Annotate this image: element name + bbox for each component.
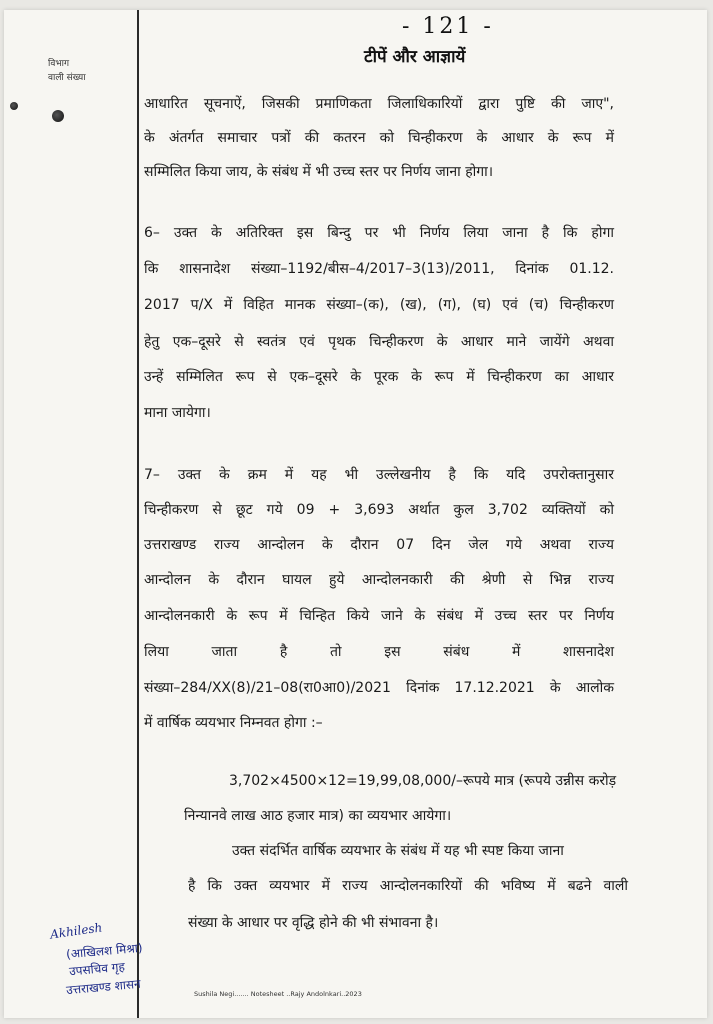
body-line: के अंतर्गत समाचार पत्रों की कतरन को चिन्हीकरण के आधार के रूप में	[144, 130, 614, 146]
signatory-name: (आखिलश मिश्रा)	[65, 940, 144, 962]
body-line: उत्तराखण्ड राज्य आन्दोलन के दौरान 07 दिन जेल गये अथवा राज्य	[144, 537, 614, 553]
signature: Akhilesh	[49, 920, 104, 942]
body-line: में वार्षिक व्ययभार निम्नवत होगा :–	[144, 715, 323, 731]
punch-hole-icon	[10, 102, 18, 110]
margin-header	[48, 57, 86, 85]
body-line: 3,702×4500×12=19,99,08,000/–रूपये मात्र (रूपये उन्नीस करोड़	[229, 773, 617, 789]
body-line: आधारित सूचनाऐं, जिसकी प्रमाणिकता जिलाधिकारियों द्वारा पुष्टि की जाए",	[144, 96, 614, 112]
body-line: सम्मिलित किया जाय, के संबंध में भी उच्च स्तर पर निर्णय जाना होगा।	[144, 164, 494, 180]
body-line: संख्या–284/XX(8)/21–08(रा0आ0)/2021 दिनांक 17.12.2021 के आलोक	[144, 680, 614, 696]
margin-header-line-2: वाली संख्या	[48, 73, 86, 83]
page-heading: टीपें और आज्ञायें	[364, 47, 466, 67]
body-line: उक्त संदर्भित वार्षिक व्ययभार के संबंध में यह भी स्पष्ट किया जाना	[232, 843, 564, 859]
signatory-designation: उपसचिव गृह	[68, 959, 126, 979]
body-line: माना जायेगा।	[144, 405, 211, 421]
body-line: उन्हें सम्मिलित रूप से एक–दूसरे के पूरक के रूप में चिन्हीकरण का आधार	[144, 369, 614, 385]
margin-header-line-1: विभाग	[48, 59, 70, 69]
body-line: लिया जाता है तो इस संबंध में शासनादेश	[144, 644, 614, 660]
body-line: है कि उक्त व्ययभार में राज्य आन्दोलनकारियों की भविष्य में बढने वाली	[188, 878, 628, 894]
body-line: 6– उक्त के अतिरिक्त इस बिन्दु पर भी निर्णय लिया जाना है कि होगा	[144, 225, 614, 241]
body-line: 7– उक्त के क्रम में यह भी उल्लेखनीय है कि यदि उपरोक्तानुसार	[144, 467, 614, 483]
body-line: 2017 प/X में विहित मानक संख्या–(क), (ख), (ग), (घ) एवं (च) चिन्हीकरण	[144, 297, 614, 313]
signatory-department: उत्तराखण्ड शासन	[65, 976, 142, 998]
body-line: आन्दोलन के दौरान घायल हुये आन्दोलनकारी की श्रेणी से भिन्न राज्य	[144, 572, 614, 588]
body-line: आन्दोलनकारी के रूप में चिन्हित किये जाने के संबंध में उच्च स्तर पर निर्णय	[144, 608, 614, 624]
page-number: - 121 -	[402, 14, 494, 39]
punch-hole-icon	[52, 110, 64, 122]
body-line: हेतु एक–दूसरे से स्वतंत्र एवं पृथक चिन्हीकरण के आधार माने जायेंगे अथवा	[144, 334, 614, 350]
body-line: निन्यानवे लाख आठ हजार मात्र) का व्ययभार आयेगा।	[184, 808, 452, 824]
body-line: चिन्हीकरण से छूट गये 09 + 3,693 अर्थात कुल 3,702 व्यक्तियों को	[144, 502, 614, 518]
notesheet-page	[4, 10, 707, 1018]
footer-note: Sushila Negi....... Notesheet ..Rajy Andolnkari..2023	[194, 990, 362, 998]
margin-rule	[137, 10, 139, 1018]
body-line: कि शासनादेश संख्या–1192/बीस–4/2017–3(13)/2011, दिनांक 01.12.	[144, 261, 614, 277]
body-line: संख्या के आधार पर वृद्धि होने की भी संभावना है।	[188, 915, 439, 931]
